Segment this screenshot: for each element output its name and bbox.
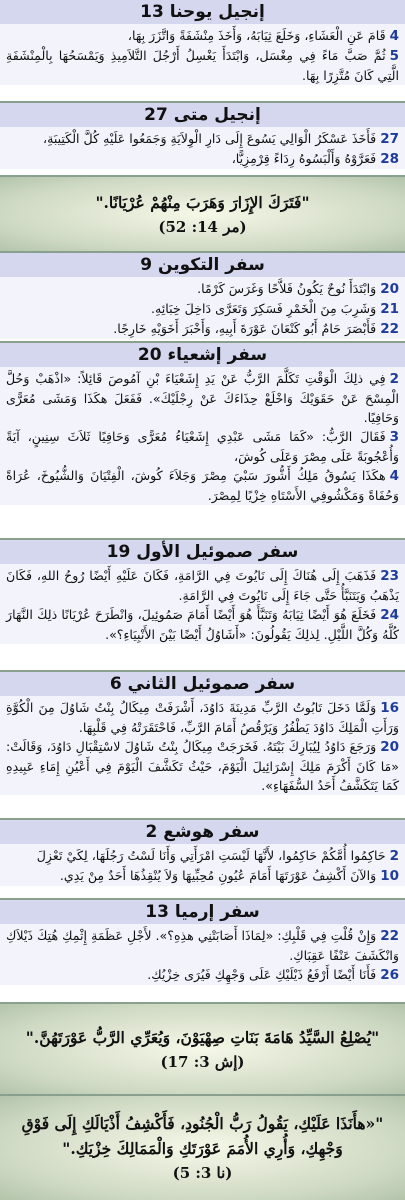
verse-text: فَقَالَ الرَّبُّ: «كَمَا مَشَى عَبْدِي إِشَعْيَاءُ مُعَرًّى وَحَافِيًا ثَلاَثَ سِنِينٍ، آيَةً وَأُعْجُوبَةً عَلَى مِصْرَ وَعَلَى كُوشَ،	[6, 429, 399, 464]
verse-number: 22	[380, 928, 399, 944]
verse-number: 20	[380, 739, 399, 755]
verse-text: ثُمَّ صَبَّ مَاءً فِي مِغْسَل، وَابْتَدَأَ يَغْسِلُ أَرْجُلَ التَّلاَمِيذِ وَيَمْسَحُهَا بِالْمِنْشَفَةِ الَّتِي كَانَ مُتَّزِرًا بِهَا.	[6, 48, 399, 83]
verse-text: فِي ذلِكَ الْوَقْتِ تَكَلَّمَ الرَّبُّ عَنْ يَدِ إِشَعْيَاءَ بْنِ آمُوصَ قَائِلاً: «اذْهَبْ وَحُلَّ الْمِسْحَ عَنْ حَقَوَيْكَ وَاخْلَعْ حِذَاءَكَ عَنْ رِجْلَيْكَ». فَفَعَلَ هكَذَا وَمَشَى مُعَرًّى وَحَافِيًا.	[6, 371, 399, 425]
verse-number: 26	[380, 967, 399, 983]
verse-text: وَلَمَّا دَخَلَ تَابُوتُ الرَّبِّ مَدِينَةَ دَاوُدَ، أَشْرَفَتْ مِيكَالُ بِنْتُ شَاوُلَ مِنَ الْكُوَّةِ وَرَأَتِ الْمَلِكَ دَاوُدَ يَطْفُرُ وَيَرْقُصُ أَمَامَ الرَّبِّ، فَاحْتَقَرَتْهُ فِي قَلْبِهَا.	[6, 700, 399, 735]
2-samuel-6-section	[0, 672, 405, 820]
verse-number: 21	[380, 301, 399, 317]
verse-text: وَرَجَعَ دَاوُدُ لِيُبَارِكَ بَيْتَهُ. فَخَرَجَتْ مِيكَالُ بِنْتُ شَاوُلَ لاسْتِقْبَالِ دَاوُدَ، وَقَالَتْ: «مَا كَانَ أَكْرَمَ مَلِكَ إِسْرَائِيلَ الْيَوْمَ، حَيْثُ تَكَشَّفَ الْيَوْمَ فِي أَعْيُنِ إِمَاءِ عَبِيدِهِ كَمَا يَتَكَشَّفُ أَحَدُ السُّفَهَاءِ».	[6, 739, 399, 793]
verse-number: 24	[380, 607, 399, 623]
verse	[6, 926, 399, 965]
1-samuel-19-section	[0, 540, 405, 672]
verse	[6, 149, 399, 169]
section-body	[0, 277, 405, 339]
quote-reference: (إش 3: 17)	[160, 1052, 245, 1071]
verse	[6, 846, 399, 866]
section-body	[0, 844, 405, 886]
verse-text: حَاكِمُوا أُمَّكُمْ حَاكِمُوا، لأَنَّهَا لَيْسَتِ امْرَأَتِي وَأَنَا لَسْتُ رَجُلَهَا، لِكَيْ تَعْزِلَ	[36, 848, 386, 863]
verse	[6, 427, 399, 466]
verse	[6, 279, 399, 299]
verse-text: وَإِنْ قُلْتِ فِي قَلْبِكِ: «لِمَاذَا أَصَابَتْنِي هذِهِ؟». لأَجْلِ عَظَمَةِ إِثْمِكِ هُتِكَ ذَيْلاَكِ وَانْكَشَفَ عَنْفًا عَقِبَاكِ.	[6, 928, 399, 963]
verse-number: 10	[380, 868, 399, 884]
section-body	[0, 696, 405, 795]
verse-number: 23	[380, 568, 399, 584]
matthew-27-section	[0, 103, 405, 177]
section-title: إنجيل متى 27	[0, 103, 405, 127]
verse-text: فَأَخَذَ عَسْكَرُ الْوَالِي يَسُوعَ إِلَى دَارِ الْوِلاَيَةِ وَجَمَعُوا عَلَيْهِ كُلَّ الْكَتِيبَةِ،	[43, 131, 377, 146]
verse-number: 4	[389, 28, 399, 44]
verse-number: 2	[389, 848, 399, 864]
verse	[6, 965, 399, 985]
verse-number: 4	[389, 468, 399, 484]
verse-number: 20	[380, 281, 399, 297]
verse-text: فَعَرَّوْهُ وَأَلْبَسُوهُ رِدَاءً قِرْمِزِيًّا،	[231, 151, 377, 166]
verse-number: 28	[380, 151, 399, 167]
verse	[6, 566, 399, 605]
verse	[6, 46, 399, 85]
verse-text: وَالآنَ أَكْشِفُ عَوْرَتَهَا أَمَامَ عُيُونِ مُحِبِّيهَا وَلاَ يُنْقِذُهَا أَحَدٌ مِنْ يَدِي.	[59, 868, 377, 883]
isaiah-20-section	[0, 343, 405, 540]
section-title: سفر هوشع 2	[0, 820, 405, 844]
verse-text: فَأَبْصَرَ حَامٌ أَبُو كَنْعَانَ عَوْرَةَ أَبِيهِ، وَأَخْبَرَ أَخَوَيْهِ خَارِجًا.	[113, 321, 377, 336]
verse	[6, 866, 399, 886]
verse	[6, 698, 399, 737]
quote-reference: (نا 3: 5)	[172, 1164, 233, 1182]
hosea-2-section	[0, 820, 405, 900]
verse-text: فَذَهَبَ إِلَى هُنَاكَ إِلَى نَايُوتَ فِي الرَّامَةِ، فَكَانَ عَلَيْهِ أَيْضًا رُوحُ اللهِ، فَكَانَ يَذْهَبُ وَيَتَنَبَّأُ حَتَّى جَاءَ إِلَى نَايُوتَ فِي الرَّامَةِ.	[6, 568, 399, 603]
section-body	[0, 564, 405, 644]
verse-number: 16	[380, 700, 399, 716]
verse-text: وَشَرِبَ مِنَ الْخَمْرِ فَسَكِرَ وَتَعَرَّى دَاخِلَ خِبَائِهِ.	[150, 301, 377, 316]
quote-reference: (مر 14: 52)	[158, 217, 247, 236]
verse	[6, 737, 399, 795]
verse-number: 2	[389, 371, 399, 387]
verse	[6, 605, 399, 644]
quote-isaiah-3-17	[0, 1004, 405, 1096]
verse	[6, 466, 399, 505]
section-body	[0, 924, 405, 985]
quote-text: "يُصْلِعُ السَّيِّدُ هَامَةَ بَنَاتِ صِهْيَوْنَ، وَيُعَرِّي الرَّبُّ عَوْرَتَهُنَّ."	[25, 1027, 380, 1047]
verse-text: قَامَ عَنِ الْعَشَاءِ، وَخَلَعَ ثِيَابَهُ، وَأَخَذَ مِنْشَفَةً وَاتَّزَرَ بِهَا،	[127, 28, 386, 43]
section-title: سفر التكوين 9	[0, 253, 405, 277]
verse-text: هكَذَا يَسُوقُ مَلِكُ أَشُّورَ سَبْيَ مِصْرَ وَجَلاَءَ كُوشَ، الْفِتْيَانَ وَالشُّيُوخَ، عُرَاةً وَحُفَاةً وَمَكْشُوفِي الأَسْتَاهِ خِزْيًا لِمِصْرَ.	[6, 468, 399, 503]
verse	[6, 369, 399, 427]
section-title: سفر صموئيل الثاني 6	[0, 672, 405, 696]
quote-nahum-3-5	[0, 1096, 405, 1200]
verse-text: فَأَنَا أَيْضًا أَرْفَعُ ذَيْلَيْكِ عَلَى وَجْهِكِ فَيُرَى خِزْيُكِ.	[147, 967, 377, 982]
jeremiah-13-section	[0, 900, 405, 1004]
verse-number: 3	[389, 429, 399, 445]
verse	[6, 299, 399, 319]
section-body	[0, 24, 405, 85]
verse-number: 22	[380, 321, 399, 337]
verse	[6, 129, 399, 149]
section-title: سفر صموئيل الأول 19	[0, 540, 405, 564]
genesis-9-section	[0, 253, 405, 343]
verse-number: 27	[380, 131, 399, 147]
john-13-section	[0, 0, 405, 103]
quote-text: "فَتَرَكَ الإِزَارَ وَهَرَبَ مِنْهُمْ عُرْيَانًا."	[95, 192, 310, 212]
verse-text: وَابْتَدَأَ نُوحٌ يَكُونُ فَلاَّحًا وَغَرَسَ كَرْمًا.	[197, 281, 377, 296]
quote-text: "«هأَنَذَا عَلَيْكِ، يَقُولُ رَبُّ الْجُنُودِ، فَأَكْشِفُ أَذْيَالَكِ إِلَى فَوْقِ وَجْهِكِ، وَأُرِي الأُمَمَ عَوْرَتَكِ وَالْمَمَالِكَ خِزْيَكِ."	[21, 1114, 384, 1158]
verse-number: 5	[389, 48, 399, 64]
section-title: إنجيل يوحنا 13	[0, 0, 405, 24]
verse	[6, 26, 399, 46]
quote-mark-14-52	[0, 177, 405, 253]
section-body	[0, 367, 405, 505]
section-body	[0, 127, 405, 169]
section-title: سفر إرميا 13	[0, 900, 405, 924]
verse	[6, 319, 399, 339]
section-title: سفر إشعياء 20	[0, 343, 405, 367]
verse-text: فَخَلَعَ هُوَ أَيْضًا ثِيَابَهُ وَتَنَبَّأَ هُوَ أَيْضًا أَمَامَ صَمُوئِيلَ، وَانْطَرَحَ عُرْيَانًا ذلِكَ النَّهَارَ كُلَّهُ وَكُلَّ اللَّيْلِ. لِذلِكَ يَقُولُونَ: «أَشَاوُلُ أَيْضًا بَيْنَ الأَنْبِيَاءِ؟».	[6, 607, 399, 642]
